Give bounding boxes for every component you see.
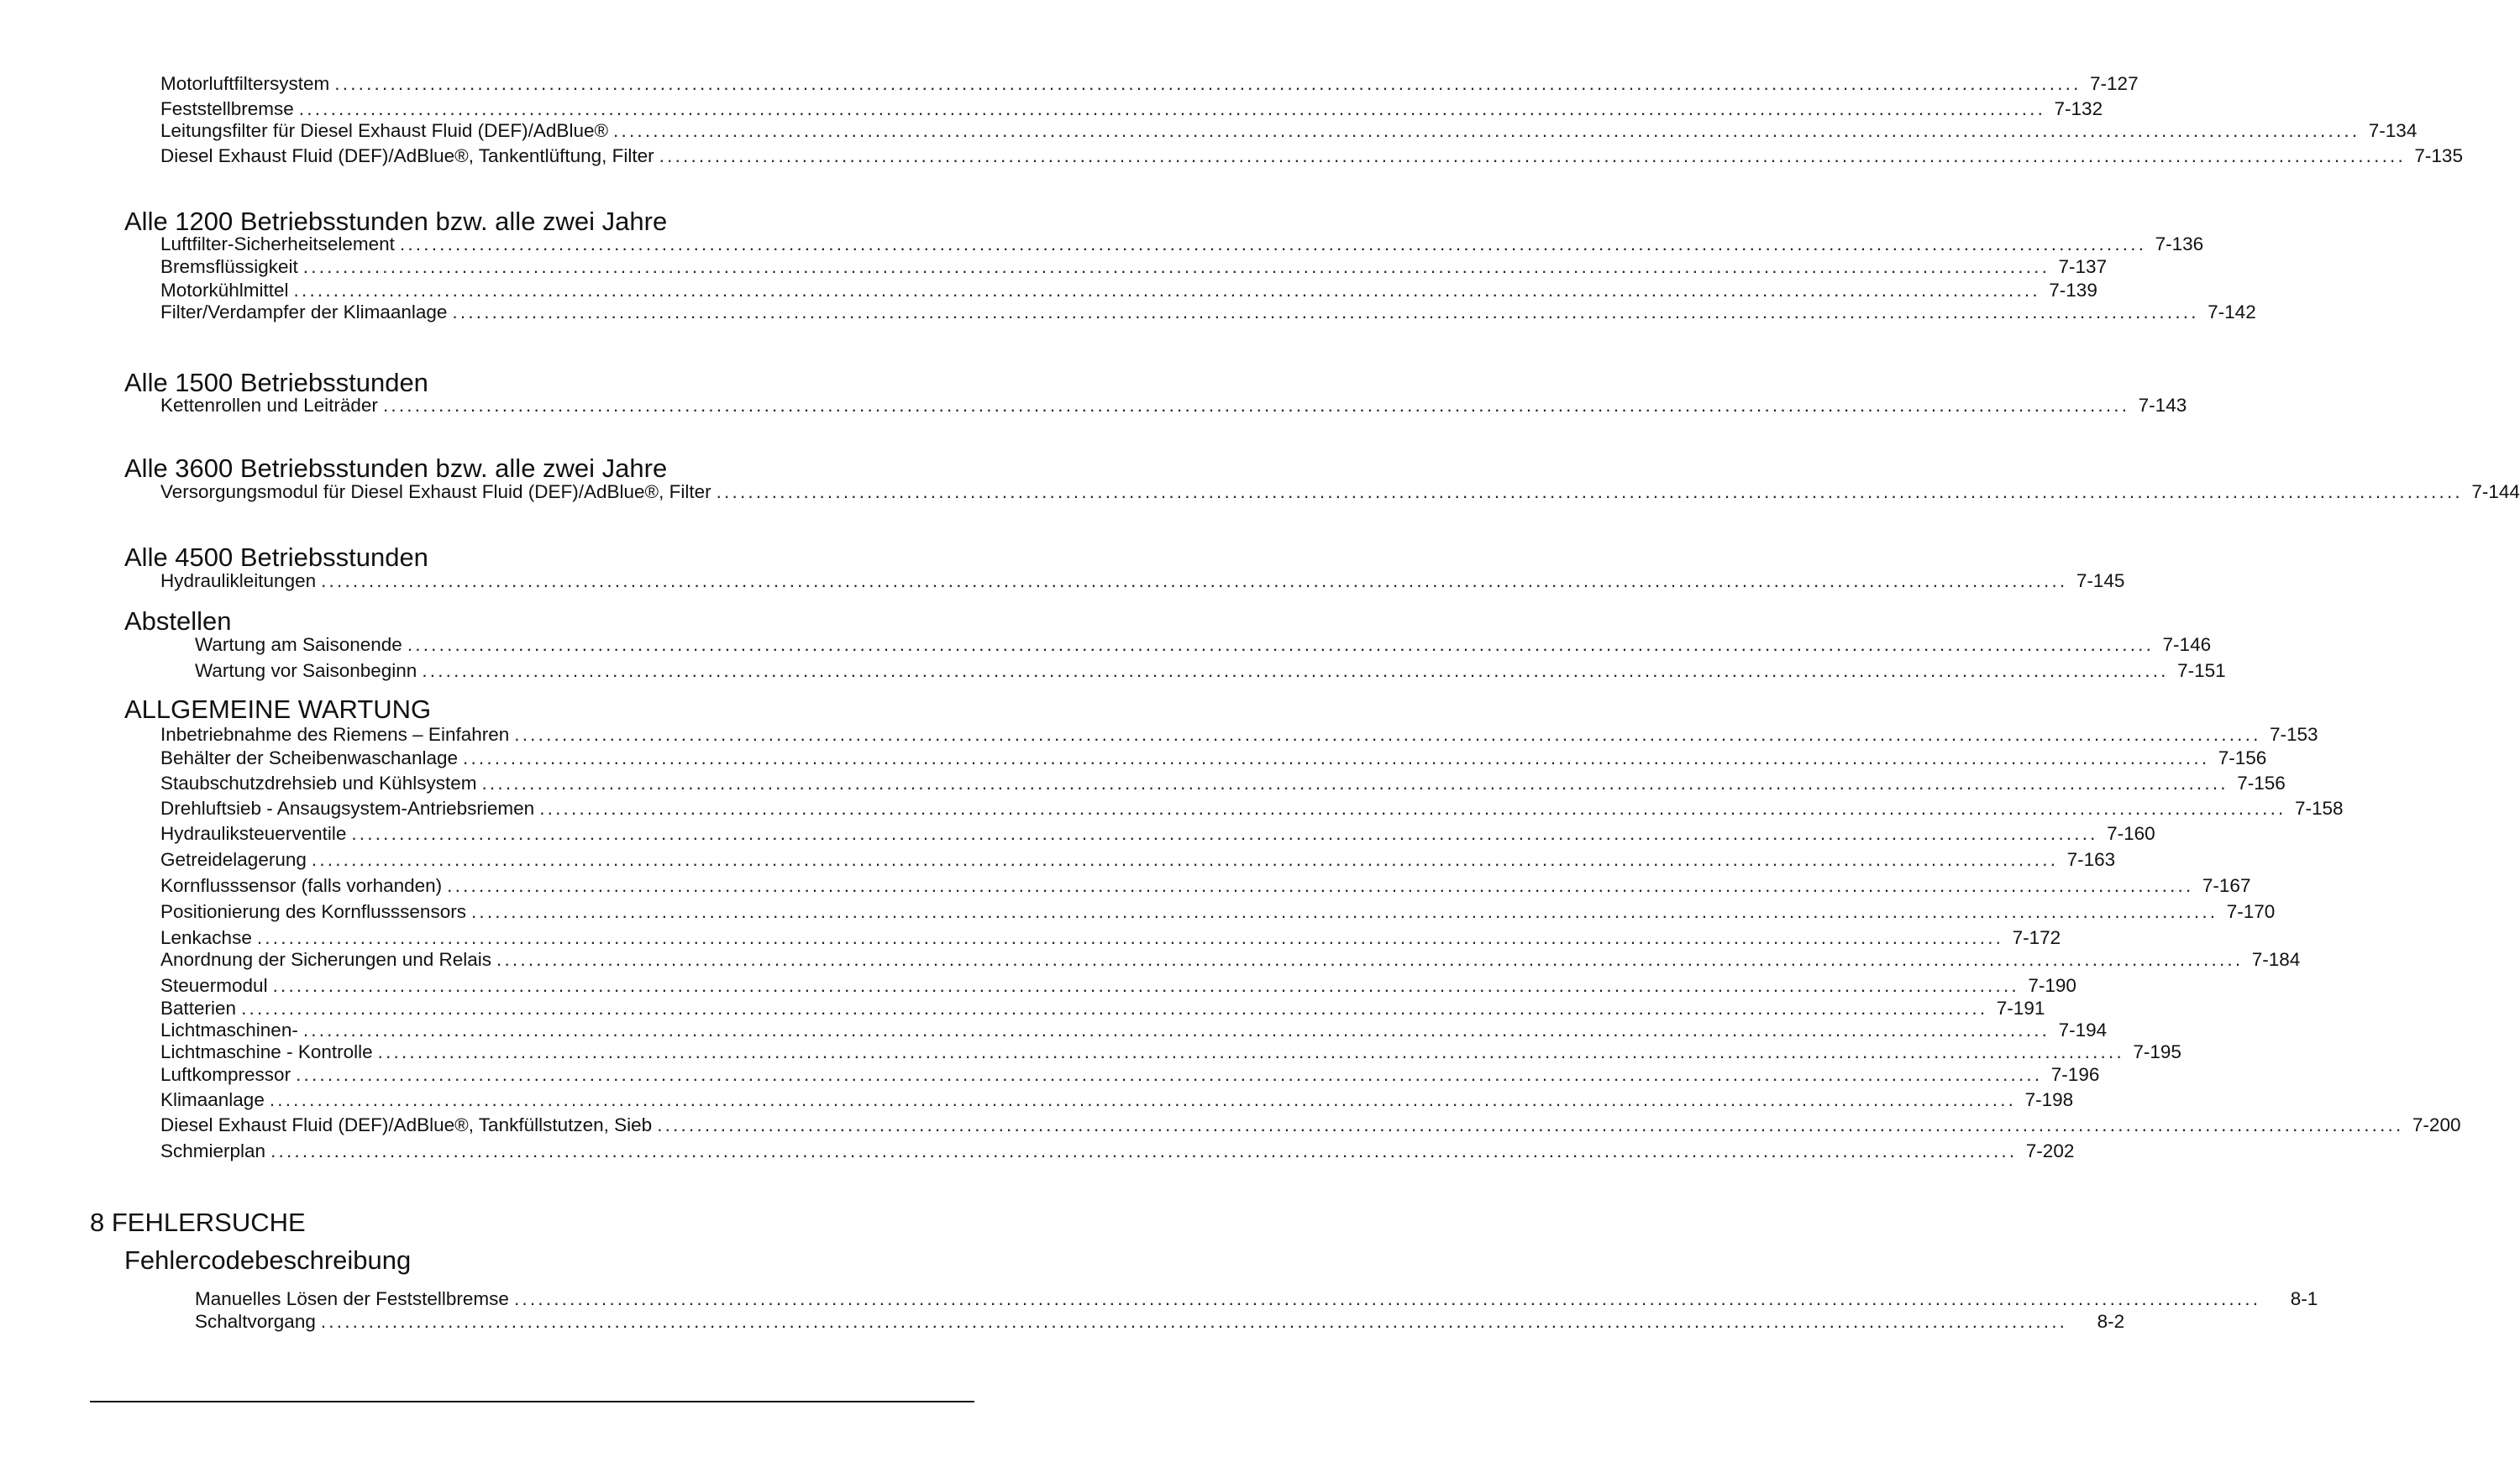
toc-entry[interactable] xyxy=(160,746,2267,771)
toc-entry-page: 7-146 xyxy=(2162,634,2212,655)
toc-entry-page: 7-144 xyxy=(2471,481,2520,502)
section-heading: Abstellen xyxy=(124,606,232,636)
toc-leader-dots: ............................................................................................................................................................................................................................ xyxy=(256,927,2004,948)
toc-leader-dots: ............................................................................................................................................................................................................................ xyxy=(407,634,2155,655)
toc-entry-title: Hydrauliksteuerventile xyxy=(160,823,347,844)
toc-entry-page: 7-190 xyxy=(2028,975,2076,996)
toc-entry-page: 7-191 xyxy=(1996,998,2045,1019)
toc-leader-dots: ............................................................................................................................................................................................................................ xyxy=(320,1311,2068,1332)
toc-entry[interactable] xyxy=(160,1062,2100,1088)
toc-entry[interactable] xyxy=(160,821,2155,847)
toc-leader-dots: ............................................................................................................................................................................................................................ xyxy=(321,570,2068,591)
toc-entry-title: Anordnung der Sicherungen und Relais xyxy=(160,949,492,970)
section-heading: Fehlercodebeschreibung xyxy=(124,1245,412,1275)
toc-entry-title: Lichtmaschinen- xyxy=(160,1020,298,1041)
toc-leader-dots: ............................................................................................................................................................................................................................ xyxy=(293,280,2040,301)
chapter-heading: 8 FEHLERSUCHE xyxy=(90,1208,306,1237)
toc-entry-title: Manuelles Lösen der Feststellbremse xyxy=(195,1288,509,1309)
toc-entry-title: Wartung am Saisonende xyxy=(195,634,402,655)
toc-entry-title: Filter/Verdampfer der Klimaanlage xyxy=(160,301,448,322)
section-heading: Alle 4500 Betriebsstunden xyxy=(124,543,428,572)
toc-leader-dots: ............................................................................................................................................................................................................................ xyxy=(272,975,2019,996)
toc-entry-title: Kornflusssensor (falls vorhanden) xyxy=(160,875,443,896)
toc-leader-dots: ............................................................................................................................................................................................................................ xyxy=(311,849,2059,870)
toc-leader-dots: ............................................................................................................................................................................................................................ xyxy=(613,120,2360,141)
toc-entry[interactable] xyxy=(160,873,2251,899)
toc-leader-dots: ............................................................................................................................................................................................................................ xyxy=(657,1114,2404,1135)
toc-entry[interactable] xyxy=(160,847,2116,873)
toc-entry-title: Positionierung des Kornflusssensors xyxy=(160,901,466,922)
toc-leader-dots: ............................................................................................................................................................................................................................ xyxy=(399,233,2147,254)
toc-leader-dots: ............................................................................................................................................................................................................................ xyxy=(351,823,2098,844)
toc-entry-title: Behälter der Scheibenwaschanlage xyxy=(160,747,458,768)
toc-entry[interactable] xyxy=(160,144,2463,169)
toc-entry-title: Inbetriebnahme des Riemens – Einfahren xyxy=(160,724,510,745)
toc-entry-title: Diesel Exhaust Fluid (DEF)/AdBlue®, Tankfüllstutzen, Sieb xyxy=(160,1114,653,1135)
toc-leader-dots: ............................................................................................................................................................................................................................ xyxy=(241,998,1988,1019)
toc-entry[interactable] xyxy=(160,254,2108,280)
toc-entry-page: 7-194 xyxy=(2058,1020,2108,1041)
toc-entry-page: 7-153 xyxy=(2270,724,2318,745)
toc-entry[interactable] xyxy=(160,1113,2461,1138)
toc-entry-title: Staubschutzdrehsieb und Kühlsystem xyxy=(160,773,477,794)
toc-entry-title: Lenkachse xyxy=(160,927,252,948)
toc-entry-page: 7-202 xyxy=(2025,1140,2075,1161)
toc-entry-page: 7-198 xyxy=(2024,1089,2074,1110)
toc-entry-title: Lichtmaschine - Kontrolle xyxy=(160,1041,373,1062)
toc-entry[interactable] xyxy=(160,947,2301,972)
toc-entry-title: Motorluftfiltersystem xyxy=(160,73,330,94)
toc-entry-page: 7-156 xyxy=(2218,747,2267,768)
toc-entry[interactable] xyxy=(195,632,2212,658)
toc-entry[interactable] xyxy=(160,1040,2181,1065)
toc-entry-page: 7-196 xyxy=(2050,1064,2100,1085)
footer-rule xyxy=(90,1401,974,1402)
toc-entry-title: Luftfilter-Sicherheitselement xyxy=(160,233,395,254)
toc-entry-title: Wartung vor Saisonbeginn xyxy=(195,660,417,681)
toc-entry-title: Kettenrollen und Leiträder xyxy=(160,395,378,416)
toc-leader-dots: ............................................................................................................................................................................................................................ xyxy=(334,73,2082,94)
toc-leader-dots: ............................................................................................................................................................................................................................ xyxy=(716,481,2463,502)
toc-leader-dots: ............................................................................................................................................................................................................................ xyxy=(382,395,2130,416)
toc-entry[interactable] xyxy=(160,569,2125,594)
toc-entry[interactable] xyxy=(160,118,2418,144)
toc-entry-title: Leitungsfilter für Diesel Exhaust Fluid (DEF)/AdBlue® xyxy=(160,120,609,141)
toc-leader-dots: ............................................................................................................................................................................................................................ xyxy=(270,1140,2018,1161)
toc-leader-dots: ............................................................................................................................................................................................................................ xyxy=(463,747,2210,768)
toc-entry-page: 7-143 xyxy=(2138,395,2187,416)
toc-entry-title: Feststellbremse xyxy=(160,98,294,119)
toc-entry-title: Diesel Exhaust Fluid (DEF)/AdBlue®, Tankentlüftung, Filter xyxy=(160,145,654,166)
toc-entry-page: 7-137 xyxy=(2058,256,2108,277)
toc-entry-page: 7-136 xyxy=(2155,233,2204,254)
toc-leader-dots: ............................................................................................................................................................................................................................ xyxy=(496,949,2244,970)
toc-entry-page: 7-127 xyxy=(2090,73,2139,94)
section-heading: Alle 3600 Betriebsstunden bzw. alle zwei Jahre xyxy=(124,453,668,483)
toc-leader-dots: ............................................................................................................................................................................................................................ xyxy=(513,1288,2261,1309)
toc-entry[interactable] xyxy=(160,71,2139,97)
toc-leader-dots: ............................................................................................................................................................................................................................ xyxy=(514,724,2261,745)
toc-leader-dots: ............................................................................................................................................................................................................................ xyxy=(298,98,2046,119)
toc-entry[interactable] xyxy=(160,1139,2075,1164)
toc-leader-dots: ............................................................................................................................................................................................................................ xyxy=(539,798,2286,819)
toc-entry-page: 7-163 xyxy=(2066,849,2116,870)
section-heading: Alle 1500 Betriebsstunden xyxy=(124,368,428,397)
toc-entry[interactable] xyxy=(160,480,2520,505)
toc-entry-page: 7-151 xyxy=(2177,660,2226,681)
toc-entry[interactable] xyxy=(195,1309,2125,1334)
toc-entry-page: 7-156 xyxy=(2237,773,2286,794)
toc-entry-title: Motorkühlmittel xyxy=(160,280,289,301)
toc-entry-title: Steuermodul xyxy=(160,975,268,996)
toc-entry-title: Luftkompressor xyxy=(160,1064,291,1085)
toc-leader-dots: ............................................................................................................................................................................................................................ xyxy=(452,301,2199,322)
toc-entry-page: 7-145 xyxy=(2076,570,2125,591)
toc-entry[interactable] xyxy=(160,796,2344,821)
toc-entry-page: 8-1 xyxy=(2290,1288,2318,1309)
toc-entry-page: 8-2 xyxy=(2097,1311,2125,1332)
toc-entry[interactable] xyxy=(160,899,2276,925)
toc-leader-dots: ............................................................................................................................................................................................................................ xyxy=(422,660,2169,681)
toc-leader-dots: ............................................................................................................................................................................................................................ xyxy=(377,1041,2124,1062)
toc-entry-page: 7-170 xyxy=(2226,901,2276,922)
toc-leader-dots: ............................................................................................................................................................................................................................ xyxy=(302,256,2050,277)
toc-entry-title: Klimaanlage xyxy=(160,1089,265,1110)
toc-leader-dots: ............................................................................................................................................................................................................................ xyxy=(296,1064,2043,1085)
toc-entry-page: 7-135 xyxy=(2414,145,2463,166)
toc-entry-title: Bremsflüssigkeit xyxy=(160,256,298,277)
toc-entry-title: Batterien xyxy=(160,998,237,1019)
toc-entry[interactable] xyxy=(160,1088,2074,1113)
toc-entry-page: 7-160 xyxy=(2107,823,2155,844)
toc-entry[interactable] xyxy=(195,658,2226,684)
toc-entry-page: 7-134 xyxy=(2368,120,2418,141)
toc-leader-dots: ............................................................................................................................................................................................................................ xyxy=(659,145,2406,166)
toc-entry-page: 7-195 xyxy=(2133,1041,2181,1062)
toc-entry[interactable] xyxy=(195,1287,2318,1312)
toc-entry-title: Getreidelagerung xyxy=(160,849,307,870)
toc-entry-page: 7-158 xyxy=(2294,798,2344,819)
toc-entry-title: Hydraulikleitungen xyxy=(160,570,317,591)
toc-leader-dots: ............................................................................................................................................................................................................................ xyxy=(269,1089,2017,1110)
toc-entry-title: Schaltvorgang xyxy=(195,1311,316,1332)
section-heading: Alle 1200 Betriebsstunden bzw. alle zwei Jahre xyxy=(124,207,668,236)
toc-entry-page: 7-132 xyxy=(2054,98,2103,119)
toc-entry-page: 7-172 xyxy=(2012,927,2061,948)
toc-leader-dots: ............................................................................................................................................................................................................................ xyxy=(481,773,2229,794)
toc-entry-title: Drehluftsieb - Ansaugsystem-Antriebsriemen xyxy=(160,798,535,819)
toc-entry[interactable] xyxy=(160,973,2076,999)
toc-entry[interactable] xyxy=(160,722,2318,747)
toc-entry[interactable] xyxy=(160,232,2204,257)
toc-entry[interactable] xyxy=(160,771,2286,796)
toc-entry-title: Versorgungsmodul für Diesel Exhaust Fluid (DEF)/AdBlue®, Filter xyxy=(160,481,711,502)
toc-entry-page: 7-184 xyxy=(2251,949,2301,970)
toc-entry-page: 7-142 xyxy=(2208,301,2256,322)
toc-entry[interactable] xyxy=(160,300,2256,325)
toc-entry-page: 7-139 xyxy=(2049,280,2097,301)
toc-leader-dots: ............................................................................................................................................................................................................................ xyxy=(447,875,2194,896)
toc-leader-dots: ............................................................................................................................................................................................................................ xyxy=(302,1020,2050,1041)
toc-entry[interactable] xyxy=(160,393,2187,418)
section-heading: ALLGEMEINE WARTUNG xyxy=(124,695,432,724)
toc-entry-title: Schmierplan xyxy=(160,1140,266,1161)
toc-entry-page: 7-167 xyxy=(2202,875,2251,896)
toc-leader-dots: ............................................................................................................................................................................................................................ xyxy=(470,901,2218,922)
toc-entry-page: 7-200 xyxy=(2412,1114,2461,1135)
